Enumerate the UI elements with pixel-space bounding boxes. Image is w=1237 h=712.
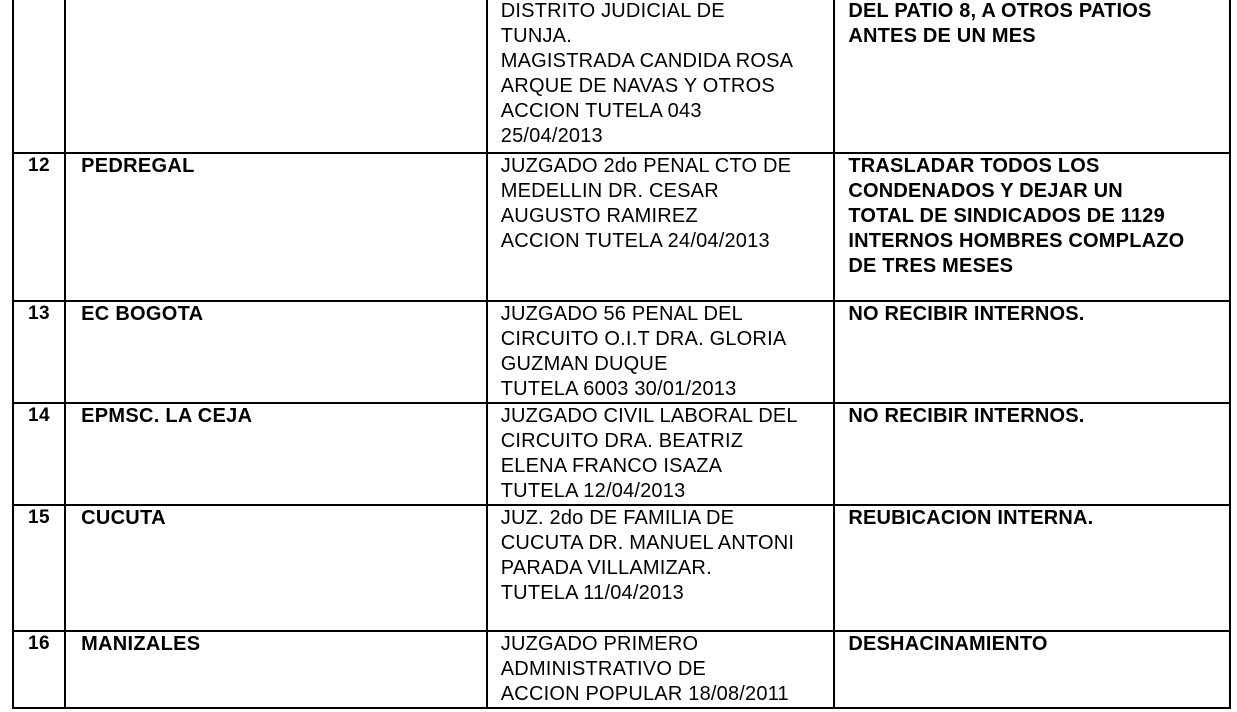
proceeding-line: JUZGADO 56 PENAL DEL (500, 303, 743, 325)
institution-name: EC BOGOTA (65, 301, 487, 403)
proceeding-line: TUTELA 11/04/2013 (500, 582, 684, 604)
proceeding-line: TUTELA 6003 30/01/2013 (500, 378, 737, 400)
row-number (13, 0, 65, 153)
order-cell (834, 505, 1230, 631)
proceeding-line: ACCION TUTELA 24/04/2013 (500, 230, 770, 252)
table-row (13, 153, 1230, 301)
proceeding-line: GUZMAN DUQUE (500, 353, 668, 375)
institution-name: PEDREGAL (65, 153, 487, 301)
proceeding-line: ADMINISTRATIVO DE (500, 658, 707, 680)
proceeding-line: CIRCUITO DRA. BEATRIZ (500, 430, 744, 452)
proceeding-line: JUZGADO 2do PENAL CTO DE (500, 155, 792, 177)
row-number: 16 (13, 631, 65, 708)
proceeding-line: JUZGADO CIVIL LABORAL DEL (500, 405, 798, 427)
order-line: ANTES DE UN MES (848, 25, 1036, 47)
orders-table (12, 0, 1231, 709)
proceeding-cell (487, 505, 835, 631)
table-row (13, 403, 1230, 505)
row-number: 13 (13, 301, 65, 403)
table-row (13, 301, 1230, 403)
proceeding-cell (487, 153, 835, 301)
table-row (13, 0, 1230, 153)
row-number: 14 (13, 403, 65, 505)
proceeding-line: ACCION TUTELA 043 (500, 100, 702, 122)
order-line: DESHACINAMIENTO (848, 633, 1048, 655)
proceeding-line: CIRCUITO O.I.T DRA. GLORIA (500, 328, 787, 350)
proceeding-line: ELENA FRANCO ISAZA (500, 455, 723, 477)
institution-name: MANIZALES (65, 631, 487, 708)
proceeding-line: AUGUSTO RAMIREZ (500, 205, 698, 227)
proceeding-line: ARQUE DE NAVAS Y OTROS (500, 75, 775, 97)
order-line: REUBICACION INTERNA. (848, 507, 1094, 529)
proceeding-line: TUNJA. (500, 25, 572, 47)
table-row (13, 505, 1230, 631)
proceeding-line: 25/04/2013 (500, 125, 603, 147)
proceeding-line: TUTELA 12/04/2013 (500, 480, 686, 502)
proceeding-line: PARADA VILLAMIZAR. (500, 557, 712, 579)
row-number: 15 (13, 505, 65, 631)
order-line: INTERNOS HOMBRES COMPLAZO (848, 230, 1185, 252)
order-line: TRASLADAR TODOS LOS (848, 155, 1100, 177)
order-line: TOTAL DE SINDICADOS DE 1129 (848, 205, 1165, 227)
proceeding-line: DISTRITO JUDICIAL DE (500, 0, 725, 22)
proceeding-cell (487, 403, 835, 505)
table-row (13, 631, 1230, 708)
proceeding-line: ACCION POPULAR 18/08/2011 (500, 683, 789, 705)
institution-name: EPMSC. LA CEJA (65, 403, 487, 505)
proceeding-cell (487, 0, 835, 153)
order-line: NO RECIBIR INTERNOS. (848, 405, 1085, 427)
order-line: CONDENADOS Y DEJAR UN (848, 180, 1123, 202)
order-line: DEL PATIO 8, A OTROS PATIOS (848, 0, 1152, 22)
institution-name: CUCUTA (65, 505, 487, 631)
orders-table-body (13, 0, 1230, 708)
proceeding-cell (487, 301, 835, 403)
order-line: NO RECIBIR INTERNOS. (848, 303, 1085, 325)
institution-name (65, 0, 487, 153)
order-cell (834, 403, 1230, 505)
order-cell (834, 301, 1230, 403)
order-cell (834, 0, 1230, 153)
order-line: DE TRES MESES (848, 255, 1014, 277)
proceeding-line: MAGISTRADA CANDIDA ROSA (500, 50, 794, 72)
order-cell (834, 153, 1230, 301)
order-cell (834, 631, 1230, 708)
proceeding-line: JUZ. 2do DE FAMILIA DE (500, 507, 735, 529)
proceeding-line: JUZGADO PRIMERO (500, 633, 699, 655)
row-number: 12 (13, 153, 65, 301)
proceeding-line: MEDELLIN DR. CESAR (500, 180, 719, 202)
proceeding-cell (487, 631, 835, 708)
proceeding-line: CUCUTA DR. MANUEL ANTONI (500, 532, 795, 554)
